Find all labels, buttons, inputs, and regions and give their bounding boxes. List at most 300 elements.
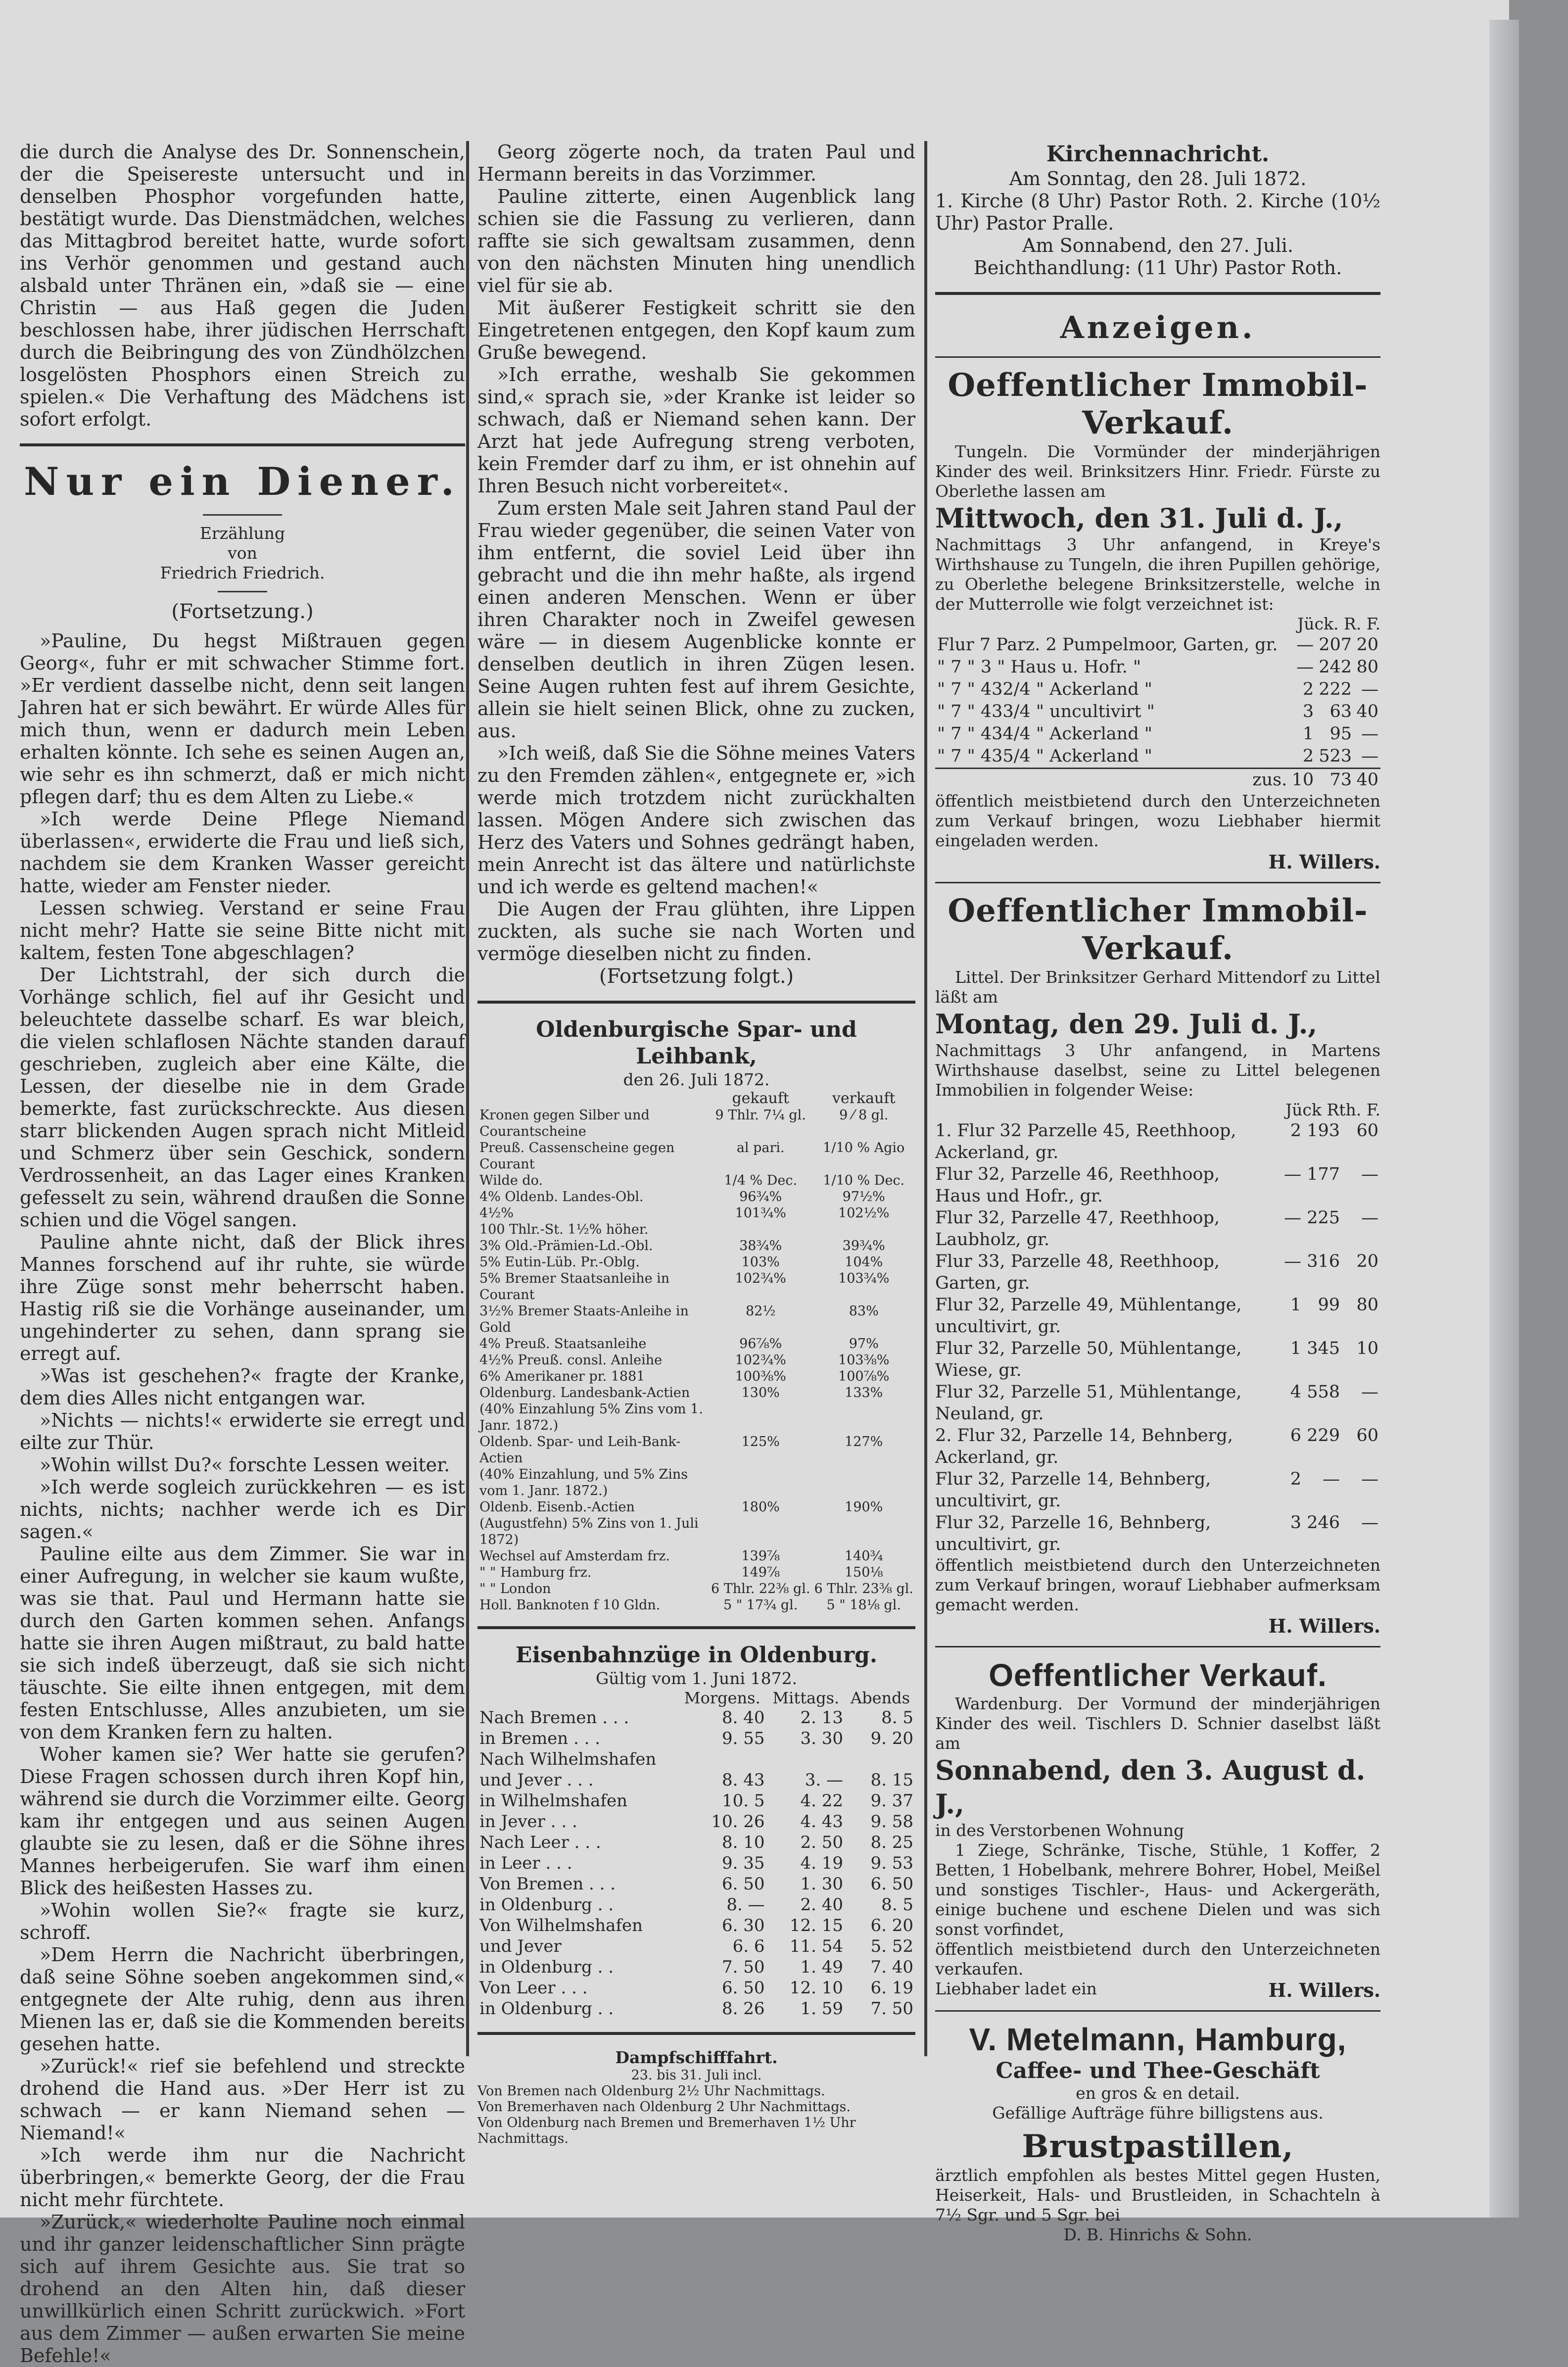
section-rule [20,443,465,446]
plot-jueck: — [1296,657,1314,677]
rate-security: 100 Thlr.-St. 1½% höher. [479,1222,649,1237]
rate-sold: 39¾% [842,1238,885,1254]
rail-morning: 9. 35 [722,1853,765,1873]
rate-sold: 5 " 18⅛ gl. [826,1597,901,1613]
church-line: 1. Kirche (8 Uhr) Pastor Roth. 2. Kirche (10½ Uhr) Pastor Pralle. [935,190,1380,234]
ad-title: Oeffentlicher Verkauf. [989,1657,1327,1693]
ad-intro: Tungeln. Die Vormünder der minderjährigen Kinder des weil. Brinksitzers Hinr. Friedr. Fürste zu Oberlethe lassen am [935,442,1380,501]
rate-bought: 100⅜% [735,1369,786,1384]
plot-jueck: — [1296,635,1314,655]
plot-row [935,701,1380,723]
railway-row [477,1853,915,1874]
rate-security: (40% Einzahlung, und 5% Zins vom 1. Janr. 1872.) [479,1467,688,1498]
rate-security: " " Hamburg frz. [479,1565,592,1580]
ad-text: ärztlich empfohlen als bestes Mittel gegen Husten, Heiserkeit, Hals- und Brustleiden, in Schachteln à 7½ Sgr. und 5 Sgr. bei [935,2166,1380,2224]
lot-rth: 229 [1307,1426,1340,1446]
steamship-period: 23. bis 31. Juli incl. [631,2068,762,2083]
ad-intro: Littel. Der Brinksitzer Gerhard Mittendorf zu Littel läßt am [935,967,1380,1007]
church-title: Kirchennachricht. [1046,142,1270,167]
plot-table [935,634,1380,791]
lot-f: 60 [1356,1121,1378,1141]
bank-rate-row [477,1581,915,1597]
rate-bought [709,1221,812,1238]
paragraph: »Wohin wollen Sie?« fragte sie kurz, schroff. [20,1899,465,1943]
bank-rate-row [477,1352,915,1368]
bank-rate-row [477,1499,915,1548]
plot-f: — [1361,679,1378,699]
lot-rth: 225 [1307,1208,1340,1228]
paragraph: Mit äußerer Festigkeit schritt sie den Eingetretenen entgegen, den Kopf kaum zum Gruße bewegend. [477,297,915,363]
rate-security: 5% Bremer Staatsanleihe in Courant [479,1271,670,1303]
railway-row [477,1998,915,2019]
rate-security: Holl. Banknoten f 10 Gldn. [479,1597,661,1613]
rate-sold: 102½% [838,1206,890,1221]
section-rule [935,356,1380,358]
paragraph: »Wohin willst Du?« forschte Lessen weiter. [40,1454,450,1476]
rail-morning: 6. 50 [722,1978,765,1998]
paragraph: Der Lichtstrahl, der sich durch die Vorhänge schlich, fiel auf ihr Gesicht und beleuchtete dasselbe scharf. Es war bleich, die vielen schlaflosen Nächte standen darauf geschrieben, zugleich aber eine Kälte, die Lessen, der dieselbe nie in dem Grade bemerkte, fast zurückschreckte. Aus diesen starr blickenden Augen sprach nicht Mitleid und Schmerz über sein Geschick, sondern Verdrossenheit, an das Lager eines Kranken gefesselt zu sein, während draußen die Sonne schien und die Vögel sangen. [20,964,465,1231]
rail-evening: 9. 20 [870,1729,913,1748]
paragraph: »Ich errathe, weshalb Sie gekommen sind,« sprach sie, »der Kranke ist leider so schwach, daß er Niemand sehen kann. Der Arzt hat jede Aufregung streng verboten, kein Fremder darf zu ihm, er ist ohnehin auf Ihren Besuch nicht vorbereitet«. [477,364,915,497]
plot-jueck: 1 [1302,724,1314,744]
rail-evening: 9. 58 [870,1812,913,1832]
rail-station: Von Bremen . . . [479,1874,616,1894]
rate-security: 6% Amerikaner pr. 1881 [479,1369,645,1384]
rail-evening: 6. 50 [870,1874,913,1894]
bank-rate-row [477,1238,915,1254]
rail-header-evening: Abends [850,1689,910,1707]
paragraph: Zum ersten Male seit Jahren stand Paul der Frau wieder gegenüber, die seinen Vater von ihm entfernt, die soviel Leid über ihn gebracht und die ihn mehr haßte, als irgend einen anderen Menschen. Wenn er über ihren Charakter noch in Zweifel gewesen wäre — in diesem Augenblicke konnte er denselben deutlich in ihren Zügen lesen. Seine Augen ruhten fest auf ihrem Gesichte, allein sie hielt seinen Blick, ohne zu zucken, aus. [477,497,915,742]
rate-bought: 139⅞ [741,1548,780,1564]
rail-noon: 12. 15 [789,1916,843,1935]
ad-signature: D. B. Hinrichs & Sohn. [1063,2225,1252,2244]
lot-jueck: 4 [1290,1382,1301,1402]
rail-noon: 4. 22 [800,1791,843,1811]
paragraph: »Was ist geschehen?« fragte der Kranke, dem dies Alles nicht entgangen war. [20,1365,465,1409]
lot-row [935,1338,1380,1381]
rail-morning: 9. 55 [722,1729,765,1748]
rail-noon: 1. 59 [800,1999,843,2019]
rail-evening: 5. 52 [870,1936,913,1956]
plot-r: 242 [1319,657,1352,677]
rail-station: Von Wilhelmshafen [479,1916,643,1935]
ad-title: V. Metelmann, Hamburg, [969,2022,1347,2057]
rate-sold: 140¾ [844,1548,883,1564]
rate-bought: 96¾% [739,1189,782,1205]
railway-row [477,1978,915,1998]
bank-rate-row [477,1205,915,1221]
serial-title: Nur ein Diener. [24,459,461,504]
rate-bought: 103% [741,1255,780,1270]
section-rule [935,882,1380,883]
section-rule [935,2010,1380,2012]
plot-description: " 7 " 435/4 " Ackerland " [937,746,1152,766]
rail-header-morning: Morgens. [684,1689,760,1707]
paragraph: »Ich werde sogleich zurückkehren — es ist nichts, nichts; nachher werde ich es Dir sagen.« [20,1476,465,1543]
rate-sold: 103¾% [838,1271,890,1286]
rate-security: Oldenb. Spar- und Leih-Bank-Actien [479,1434,681,1466]
railway-row [477,1728,915,1749]
bank-rate-row [477,1548,915,1564]
paragraph: »Dem Herrn die Nachricht überbringen, daß seine Söhne soeben angekommen sind,« entgegnete der Alte ruhig, denn aus ihren Mienen las er, daß sie die Kommenden bereits gesehen hatte. [20,1944,465,2055]
paragraph: »Ich weiß, daß Sie die Söhne meines Vaters zu den Fremden zählen«, entgegnete er, »ich werde mich trotzdem nicht zurückhalten lassen. Mögen Andere sich zwischen das Herz des Vaters und Sohnes gedrängt haben, mein Anrecht ist das ältere und natürlichste und ich werde es geltend machen!« [477,742,915,898]
plot-f: 80 [1356,657,1378,677]
railway-validity: Gültig vom 1. Juni 1872. [595,1669,798,1688]
plot-row [935,723,1380,745]
rate-bought: 9 Thlr. 7¼ gl. [715,1108,806,1123]
railway-title: Eisenbahnzüge in Oldenburg. [515,1642,878,1668]
column-rule [466,141,469,2056]
rail-noon [767,1749,845,1770]
rail-evening: 8. 5 [881,1708,913,1728]
rate-bought: 5 " 17¾ gl. [723,1597,798,1613]
rail-station: Von Leer . . . [479,1978,588,1998]
ad-text: Nachmittags 3 Uhr anfangend, in Kreye's Wirthshause zu Tungeln, die ihren Pupillen gehörige, zu Oberlethe belegene Brinksitzerstelle, welche in der Mutterrolle wie folgt verzeichnet ist: [935,535,1380,614]
rate-sold [812,1401,915,1434]
rate-security: 3½% Bremer Staats-Anleihe in Gold [479,1304,689,1335]
rate-security: Oldenb. Eisenb.-Actien (Augustfehn) 5% Zins von 1. Juli 1872) [479,1499,699,1547]
rate-security: Kronen gegen Silber und Courantscheine [479,1108,650,1139]
rail-evening: 9. 53 [870,1853,913,1873]
plot-jueck: 3 [1302,702,1314,722]
rail-morning: 10. 5 [722,1791,765,1811]
ad-title: Oeffentlicher Immobil-Verkauf. [948,367,1368,441]
church-line: Am Sonntag, den 28. Juli 1872. [1009,168,1307,190]
rate-bought: al pari. [736,1140,785,1156]
bank-header-sold: verkauft [832,1090,896,1107]
lot-rth: — [1323,1469,1340,1489]
rate-sold: 104% [845,1255,883,1270]
rate-sold: 133% [845,1385,883,1401]
lot-row [935,1468,1380,1512]
rail-evening: 7. 40 [870,1957,913,1977]
lot-f: — [1361,1208,1378,1228]
railway-table [477,1689,915,2019]
lot-jueck: 1 [1290,1295,1301,1315]
ad-text: öffentlich meistbietend durch den Unterzeichneten verkaufen. [935,1939,1380,1979]
sum-label: zus. [1252,770,1287,790]
rail-morning: 6. 6 [732,1936,765,1956]
bank-rate-row [477,1140,915,1172]
serial-genre: Erzählung [199,524,285,543]
plot-description: " 7 " 434/4 " Ackerland " [937,724,1152,744]
paragraph: Pauline ahnte nicht, daß der Blick ihres Mannes forschend auf ihr ruhte, sie würde ihre Züge sonst mehr beherrscht haben. Hastig riß sie die Vorhänge auseinander, um ungehinderter zu sehen, dann sprang sie erregt auf. [20,1231,465,1364]
rail-morning: 8. 10 [722,1833,765,1852]
title-rule [218,591,267,592]
rate-sold: 83% [849,1304,879,1319]
rail-morning: 7. 50 [722,1957,765,1977]
plot-r: 95 [1330,724,1352,744]
lot-description: Flur 32, Parzelle 16, Behnberg, uncultivirt, gr. [935,1513,1211,1554]
lot-row [935,1163,1380,1207]
rail-station: und Jever [479,1936,562,1956]
ad-subtitle: en gros & en detail. [1076,2083,1240,2103]
section-rule [477,1001,915,1004]
bank-header-bought: gekauft [732,1090,789,1107]
bank-rate-row [477,1434,915,1466]
rail-evening: 8. 25 [870,1833,913,1852]
lot-row [935,1251,1380,1294]
column-1 [20,141,465,2367]
sum-r: 73 [1330,770,1352,790]
lot-row [935,1207,1380,1251]
rate-bought: 1/4 % Dec. [724,1173,798,1188]
lot-description: Flur 32, Parzelle 14, Behnberg, uncultivirt, gr. [935,1469,1211,1511]
rate-sold: 9 ⁄ 8 gl. [839,1108,889,1123]
lot-table [935,1120,1380,1555]
rail-evening: 6. 19 [870,1978,913,1998]
ad-text: Nachmittags 3 Uhr anfangend, in Martens Wirthshause daselbst, seine zu Littel belegenen Immobilien in folgender Weise: [935,1041,1380,1100]
rate-security: 4% Preuß. Staatsanleihe [479,1336,647,1352]
rate-bought: 82½ [745,1304,776,1319]
lot-f: 20 [1356,1252,1378,1271]
rate-bought: 102¾% [735,1353,786,1368]
paragraph: »Pauline, Du hegst Mißtrauen gegen Georg«, fuhr er mit schwacher Stimme fort. »Er verdient dasselbe nicht, denn seit langen Jahren hat er sich bewährt. Er würde Alles für mich thun, wenn er dadurch mein Leben erhalten könnte. Ich sehe es seinen Augen an, wie sehr es ihn schmerzt, daß er mich nicht pflegen darf; thu es dem Alten zu Liebe.« [20,630,465,808]
plot-row [935,656,1380,678]
rail-morning: 8. 40 [722,1708,765,1728]
lot-jueck: 1 [1290,1339,1301,1358]
rail-evening [845,1749,915,1770]
plot-jueck: 2 [1302,746,1314,766]
lot-description: Flur 32, Parzelle 46, Reethhoop, Haus und Hofr., gr. [935,1164,1220,1206]
rail-station: in Jever . . . [479,1812,577,1832]
bank-rate-row [477,1368,915,1385]
ad-text: in des Verstorbenen Wohnung [935,1821,1185,1840]
paragraph: »Zurück,« wiederholte Pauline noch einmal und ihr ganzer leidenschaftlicher Sinn prägte sich auf ihrem Gesichte aus. Sie trat so drohend an den Alten hin, daß dieser unwillkürlich einen Schritt zurückwich. »Fort aus dem Zimmer — außen erwarten Sie meine Befehle!« [20,2211,465,2367]
railway-timetable [477,1642,915,2019]
bank-rate-row [477,1385,915,1401]
rail-evening: 8. 5 [881,1895,913,1915]
ad-close: öffentlich meistbietend durch den Unterzeichneten zum Verkauf bringen, worauf Liebhaber aufmerksam gemacht werden. [935,1555,1380,1614]
rail-station: in Leer . . . [479,1853,572,1873]
ad-brustpastillen [935,2128,1380,2245]
rail-station: in Bremen . . . [479,1729,601,1748]
rate-security: Preuß. Cassenscheine gegen Courant [479,1140,675,1172]
rate-bought: 6 Thlr. 22⅜ gl. [711,1581,810,1596]
rate-bought: 96⅞% [739,1336,782,1352]
rail-morning: 8. 26 [722,1999,765,2019]
lot-f: 80 [1356,1295,1378,1315]
ad-text: 1 Ziege, Schränke, Tische, Stühle, 1 Koffer, 2 Betten, 1 Hobelbank, mehrere Bohrer, Hobel, Meißel und sonstiges Tischler-, Haus- und Ackergeräth, einige buchene und eschene Dielen und was sich sonst vorfindet, [935,1840,1380,1939]
bank-date: den 26. Juli 1872. [623,1070,770,1089]
ad-units-header: Jück. R. F. [1297,614,1380,633]
railway-row [477,1770,915,1790]
railway-row [477,1707,915,1728]
ad-signature-row [935,1979,1380,2001]
ad-title: Brustpastillen, [1022,2128,1294,2165]
ad-verkauf-wardenburg [935,1656,1380,2001]
bank-rate-row [477,1254,915,1270]
bank-rates [477,1016,915,1613]
rail-morning: 6. 30 [722,1916,765,1935]
lot-jueck: 6 [1290,1426,1301,1446]
rate-security: (40% Einzahlung 5% Zins vom 1. Janr. 1872.) [479,1401,703,1433]
rate-bought: 125% [741,1434,780,1449]
lot-rth: 316 [1307,1252,1340,1271]
ad-date: Mittwoch, den 31. Juli d. J., [935,502,1343,534]
rail-noon: 1. 30 [800,1874,843,1894]
plot-row [935,678,1380,701]
column-2 [477,141,915,2147]
rate-security: 4½% [479,1206,514,1221]
rate-sold: 1/10 % Dec. [823,1173,905,1188]
rate-bought [709,1466,812,1499]
bank-rate-row [477,1564,915,1581]
sum-f: 40 [1356,770,1378,790]
page-edge [1489,20,1519,2218]
serial-continuation: (Fortsetzung.) [171,600,314,623]
bank-rate-row [477,1597,915,1613]
lot-rth: 345 [1307,1339,1340,1358]
column-3 [935,141,1380,2245]
rail-evening: 6. 20 [870,1916,913,1935]
rail-evening: 8. 15 [870,1770,913,1790]
lot-description: Flur 32, Parzelle 50, Mühlentange, Wiese, gr. [935,1339,1242,1380]
church-notice [935,141,1380,279]
lot-rth: 193 [1307,1121,1340,1141]
rail-noon: 11. 54 [789,1936,843,1956]
lot-description: Flur 32, Parzelle 47, Reethhoop, Laubholz, gr. [935,1208,1220,1250]
rail-evening: 9. 37 [870,1791,913,1811]
rail-station: in Oldenburg . . [479,1999,614,2019]
bank-rate-row [477,1107,915,1140]
railway-row [477,1915,915,1936]
railway-row [477,1749,915,1770]
rail-noon: 4. 19 [800,1853,843,1873]
rate-sold: 150⅛ [844,1565,883,1580]
ad-units-header: Jück Rth. F. [1285,1100,1380,1119]
plot-row [935,634,1380,656]
section-rule [477,2032,915,2035]
steamship-line: Von Oldenburg nach Bremen und Bremerhaven 1½ Uhr Nachmittags. [477,2115,856,2146]
ad-signature: H. Willers. [1268,1979,1380,2001]
paragraph: Pauline eilte aus dem Zimmer. Sie war in einer Aufregung, in welcher sie kaum wußte, was sie that. Paul und Hermann hatte sie durch den Garten kommen sehen. Anfangs hatte sie ihren Augen mißtraut, zu bald hatte sie sich indeß überzeugt, daß sie sich nicht täuschte. Sie eilte ihnen entgegen, mit dem festen Entschlusse, Alles anzubieten, um sie von dem Kranken fern zu halten. [20,1543,465,1743]
rail-station: Nach Bremen . . . [479,1708,629,1728]
lot-f: — [1361,1469,1378,1489]
title-rule [203,514,282,516]
lot-f: 60 [1356,1426,1378,1446]
paragraph: Pauline zitterte, einen Augenblick lang schien sie die Fassung zu verlieren, dann raffte sie sich gewaltsam zusammen, denn von den nächsten Minuten hing unendlich viel für sie ab. [477,186,915,296]
ad-signature: H. Willers. [1268,851,1380,873]
lot-description: Flur 33, Parzelle 48, Reethhoop, Garten, gr. [935,1252,1220,1293]
rail-noon: 2. 13 [800,1708,843,1728]
rate-sold: 6 Thlr. 23⅜ gl. [814,1581,913,1596]
lot-rth: 246 [1307,1513,1340,1533]
rate-sold [812,1466,915,1499]
plot-f: — [1361,746,1378,766]
bank-title: Oldenburgische Spar- und Leihbank, [536,1017,857,1069]
rail-morning: 8. 43 [722,1770,765,1790]
rate-security: 4½% Preuß. consl. Anleihe [479,1353,663,1368]
rail-station: Nach Leer . . . [479,1833,601,1852]
steamship-line: Von Bremen nach Oldenburg 2½ Uhr Nachmittags. [477,2083,825,2099]
plot-sum-row [935,769,1380,792]
steamship-title: Dampfschifffahrt. [615,2048,778,2067]
rate-security: 3% Old.-Prämien-Ld.-Obl. [479,1238,653,1254]
rate-bought: 149⅞ [741,1565,780,1580]
section-rule [477,1626,915,1629]
rail-station: in Oldenburg . . [479,1957,614,1977]
steamship-schedule [477,2048,915,2147]
rate-bought: 38¾% [739,1238,782,1254]
church-line: Am Sonnabend, den 27. Juli. [1022,235,1293,256]
plot-r: 63 [1330,702,1352,722]
rail-noon: 4. 43 [800,1812,843,1832]
ad-intro: Wardenburg. Der Vormund der minderjährigen Kinder des weil. Tischlers D. Schnier daselbst läßt am [935,1694,1380,1753]
rail-morning: 8. — [726,1895,765,1915]
lot-f: — [1361,1513,1378,1533]
rate-bought: 130% [741,1385,780,1401]
ad-close: öffentlich meistbietend durch den Unterzeichneten zum Verkauf bringen, wozu Liebhaber hiermit eingeladen werden. [935,791,1380,850]
lot-row [935,1512,1380,1555]
plot-description: " 7 " 433/4 " uncultivirt " [937,702,1155,722]
plot-f: 40 [1356,702,1378,722]
ad-immobil-tungeln [935,367,1380,873]
bank-rates-table [477,1090,915,1613]
lot-jueck: 3 [1290,1513,1301,1533]
rate-security: Oldenburg. Landesbank-Actien [479,1385,690,1401]
ad-signature: H. Willers. [1268,1615,1380,1637]
rate-bought [709,1401,812,1434]
rail-noon: 2. 50 [800,1833,843,1852]
steamship-line: Von Bremerhaven nach Oldenburg 2 Uhr Nachmittags. [477,2099,851,2115]
rate-bought: 102¾% [735,1271,786,1286]
lot-rth: 99 [1318,1295,1340,1315]
paragraph: »Nichts — nichts!« erwiderte sie erregt und eilte zur Thür. [20,1409,465,1453]
plot-f: — [1361,724,1378,744]
column-rule [924,141,927,2056]
bank-rate-row [477,1303,915,1336]
lot-description: Flur 32, Parzelle 49, Mühlentange, uncultivirt, gr. [935,1295,1242,1337]
plot-description: " 7 " 3 " Haus u. Hofr. " [937,657,1141,677]
lot-rth: 558 [1307,1382,1340,1402]
rail-station: Nach Wilhelmshafen [479,1749,657,1769]
plot-description: Flur 7 Parz. 2 Pumpelmoor, Garten, gr. [937,635,1278,655]
rate-security: 5% Eutin-Lüb. Pr.-Oblg. [479,1255,640,1270]
railway-row [477,1894,915,1915]
sum-jueck: 10 [1291,770,1314,790]
ad-lead: Liebhaber ladet ein [935,1979,1097,1998]
bank-rate-row [477,1189,915,1205]
rail-morning: 10. 26 [711,1812,765,1832]
lot-f: 10 [1356,1339,1378,1358]
rate-sold: 97% [849,1336,879,1352]
rail-noon: 3. 30 [800,1729,843,1748]
ad-date: Montag, den 29. Juli d. J., [935,1008,1318,1040]
lot-row [935,1294,1380,1338]
serial-von: von [228,543,257,563]
rate-security: 4% Oldenb. Landes-Obl. [479,1189,644,1205]
paragraph: Georg zögerte noch, da traten Paul und Hermann bereits in das Vorzimmer. [477,141,915,185]
paragraph: »Ich werde Deine Pflege Niemand überlassen«, erwiderte die Frau und ließ sich, nachdem sie dem Kranken Wasser gereicht hatte, wieder am Fenster nieder. [20,808,465,897]
plot-row [935,745,1380,769]
railway-row [477,1957,915,1978]
railway-row [477,1936,915,1957]
rail-station: in Oldenburg . . [479,1895,614,1915]
rate-sold: 127% [845,1434,883,1449]
paragraph: »Ich werde ihm nur die Nachricht überbringen,« bemerkte Georg, der die Frau nicht mehr fürchtete. [20,2144,465,2211]
ad-date: Sonnabend, den 3. August d. J., [935,1754,1366,1820]
lot-f: — [1361,1382,1378,1402]
rate-sold [812,1221,915,1238]
lot-jueck: — [1284,1252,1301,1271]
rail-morning: 6. 50 [722,1874,765,1894]
serial-to-be-continued: (Fortsetzung folgt.) [599,965,794,988]
paragraph: Woher kamen sie? Wer hatte sie gerufen? Diese Fragen schossen durch ihren Kopf hin, während sie durch die Vorzimmer eilte. Georg kam ihr entgegen und aus seinen Augen glaubte sie zu lesen, daß er die Söhne ihres Mannes herbeigerufen. Sie warf ihm einen Blick des heißesten Hasses zu. [20,1743,465,1899]
rail-noon: 12. 10 [789,1978,843,1998]
lot-description: 1. Flur 32 Parzelle 45, Reethhoop, Ackerland, gr. [935,1121,1236,1162]
ad-subtitle: Gefällige Aufträge führe billigstens aus. [992,2103,1324,2123]
